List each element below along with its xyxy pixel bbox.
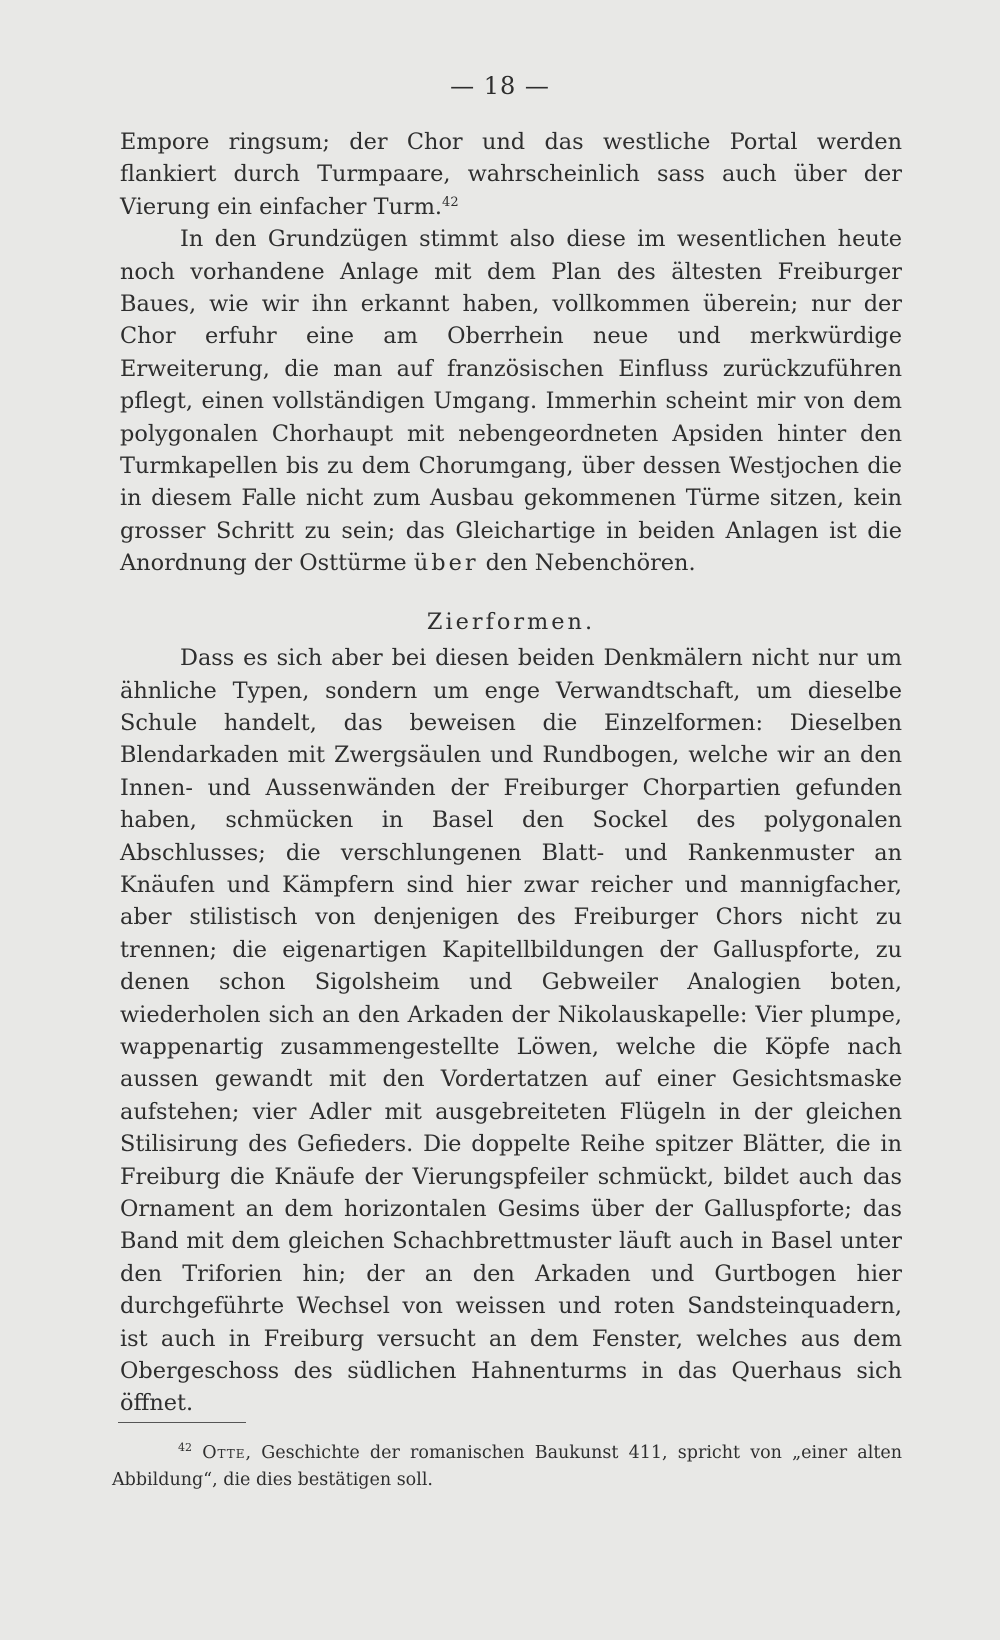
footnote-text: , Geschichte der romanischen Baukunst 411, spricht von „einer alten Abbildung“, die dies bestätigen soll. bbox=[112, 1443, 902, 1490]
paragraph-2-end: den Nebenchören. bbox=[485, 550, 696, 577]
paragraph-1 bbox=[120, 126, 902, 223]
footnote-number: 42 bbox=[178, 1441, 192, 1454]
footnote-author: Otte bbox=[202, 1443, 246, 1463]
paragraph-3: Dass es sich aber bei diesen beiden Denkmälern nicht nur um ähnliche Typen, sondern um enge Verwandtschaft, um dieselbe Schule handelt, das beweisen die Einzelformen: Dieselben Blendarkaden mit Zwergsäulen und Rundbogen, welche wir an den Innen- und Aussenwänden der Freiburger Chorpartien gefunden haben, schmücken in Basel den Sockel des polygonalen Abschlusses; die verschlungenen Blatt- und Rankenmuster an Knäufen und Kämpfern sind hier zwar reicher und mannigfacher, aber stilistisch von denjenigen des Freiburger Chors nicht zu trennen; die eigenartigen Kapitellbildungen der Galluspforte, zu denen schon Sigolsheim und Gebweiler Analogien boten, wiederholen sich an den Arkaden der Nikolauskapelle: Vier plumpe, wappenartig zusammengestellte Löwen, welche die Köpfe nach aussen gewandt mit den Vordertatzen auf einer Gesichtsmaske aufstehen; vier Adler mit ausgebreiteten Flügeln in der gleichen Stilisirung des Gefieders. Die doppelte Reihe spitzer Blätter, die in Freiburg die Knäufe der Vierungspfeiler schmückt, bildet auch das Ornament an dem horizontalen Gesims über der Galluspforte; das Band mit dem gleichen Schachbrettmuster läuft auch in Basel unter den Triforien hin; der an den Arkaden und Gurtbogen hier durchgeführte Wechsel von weissen und roten Sandsteinquadern, ist auch in Freiburg versucht an dem Fenster, welches aus dem Obergeschoss des südlichen Hahnenturms in das Querhaus sich öffnet. bbox=[120, 645, 902, 1417]
footnote bbox=[112, 1440, 902, 1494]
emphasized-word: über bbox=[413, 550, 479, 577]
page-number: — 18 — bbox=[450, 72, 550, 100]
footnote-ref: 42 bbox=[442, 194, 459, 210]
paragraph-1-text: Empore ringsum; der Chor und das westliche Portal werden flankiert durch Turmpaare, wahrscheinlich sass auch über der Vierung ein einfacher Turm. bbox=[120, 129, 902, 220]
body-text bbox=[120, 126, 902, 1420]
paragraph-2-text: In den Grundzügen stimmt also diese im wesentlichen heute noch vorhandene Anlage mit dem Plan des ältesten Freiburger Baues, wie wir ihn erkannt haben, vollkommen überein; nur der Chor erfuhr eine am Oberrhein neue und merkwürdige Erweiterung, die man auf französischen Einfluss zurückzuführen pflegt, einen vollständigen Umgang. Immerhin scheint mir von dem polygonalen Chorhaupt mit nebengeordneten Apsiden hinter den Turmkapellen bis zu dem Chorumgang, über dessen Westjochen die in diesem Falle nicht zum Ausbau gekommenen Türme sitzen, kein grosser Schritt zu sein; das Gleichartige in beiden Anlagen ist die Anordnung der Osttürme bbox=[120, 226, 902, 577]
footnote-divider bbox=[118, 1422, 246, 1423]
section-heading: Zierformen. bbox=[426, 608, 596, 635]
paragraph-2 bbox=[120, 223, 902, 579]
